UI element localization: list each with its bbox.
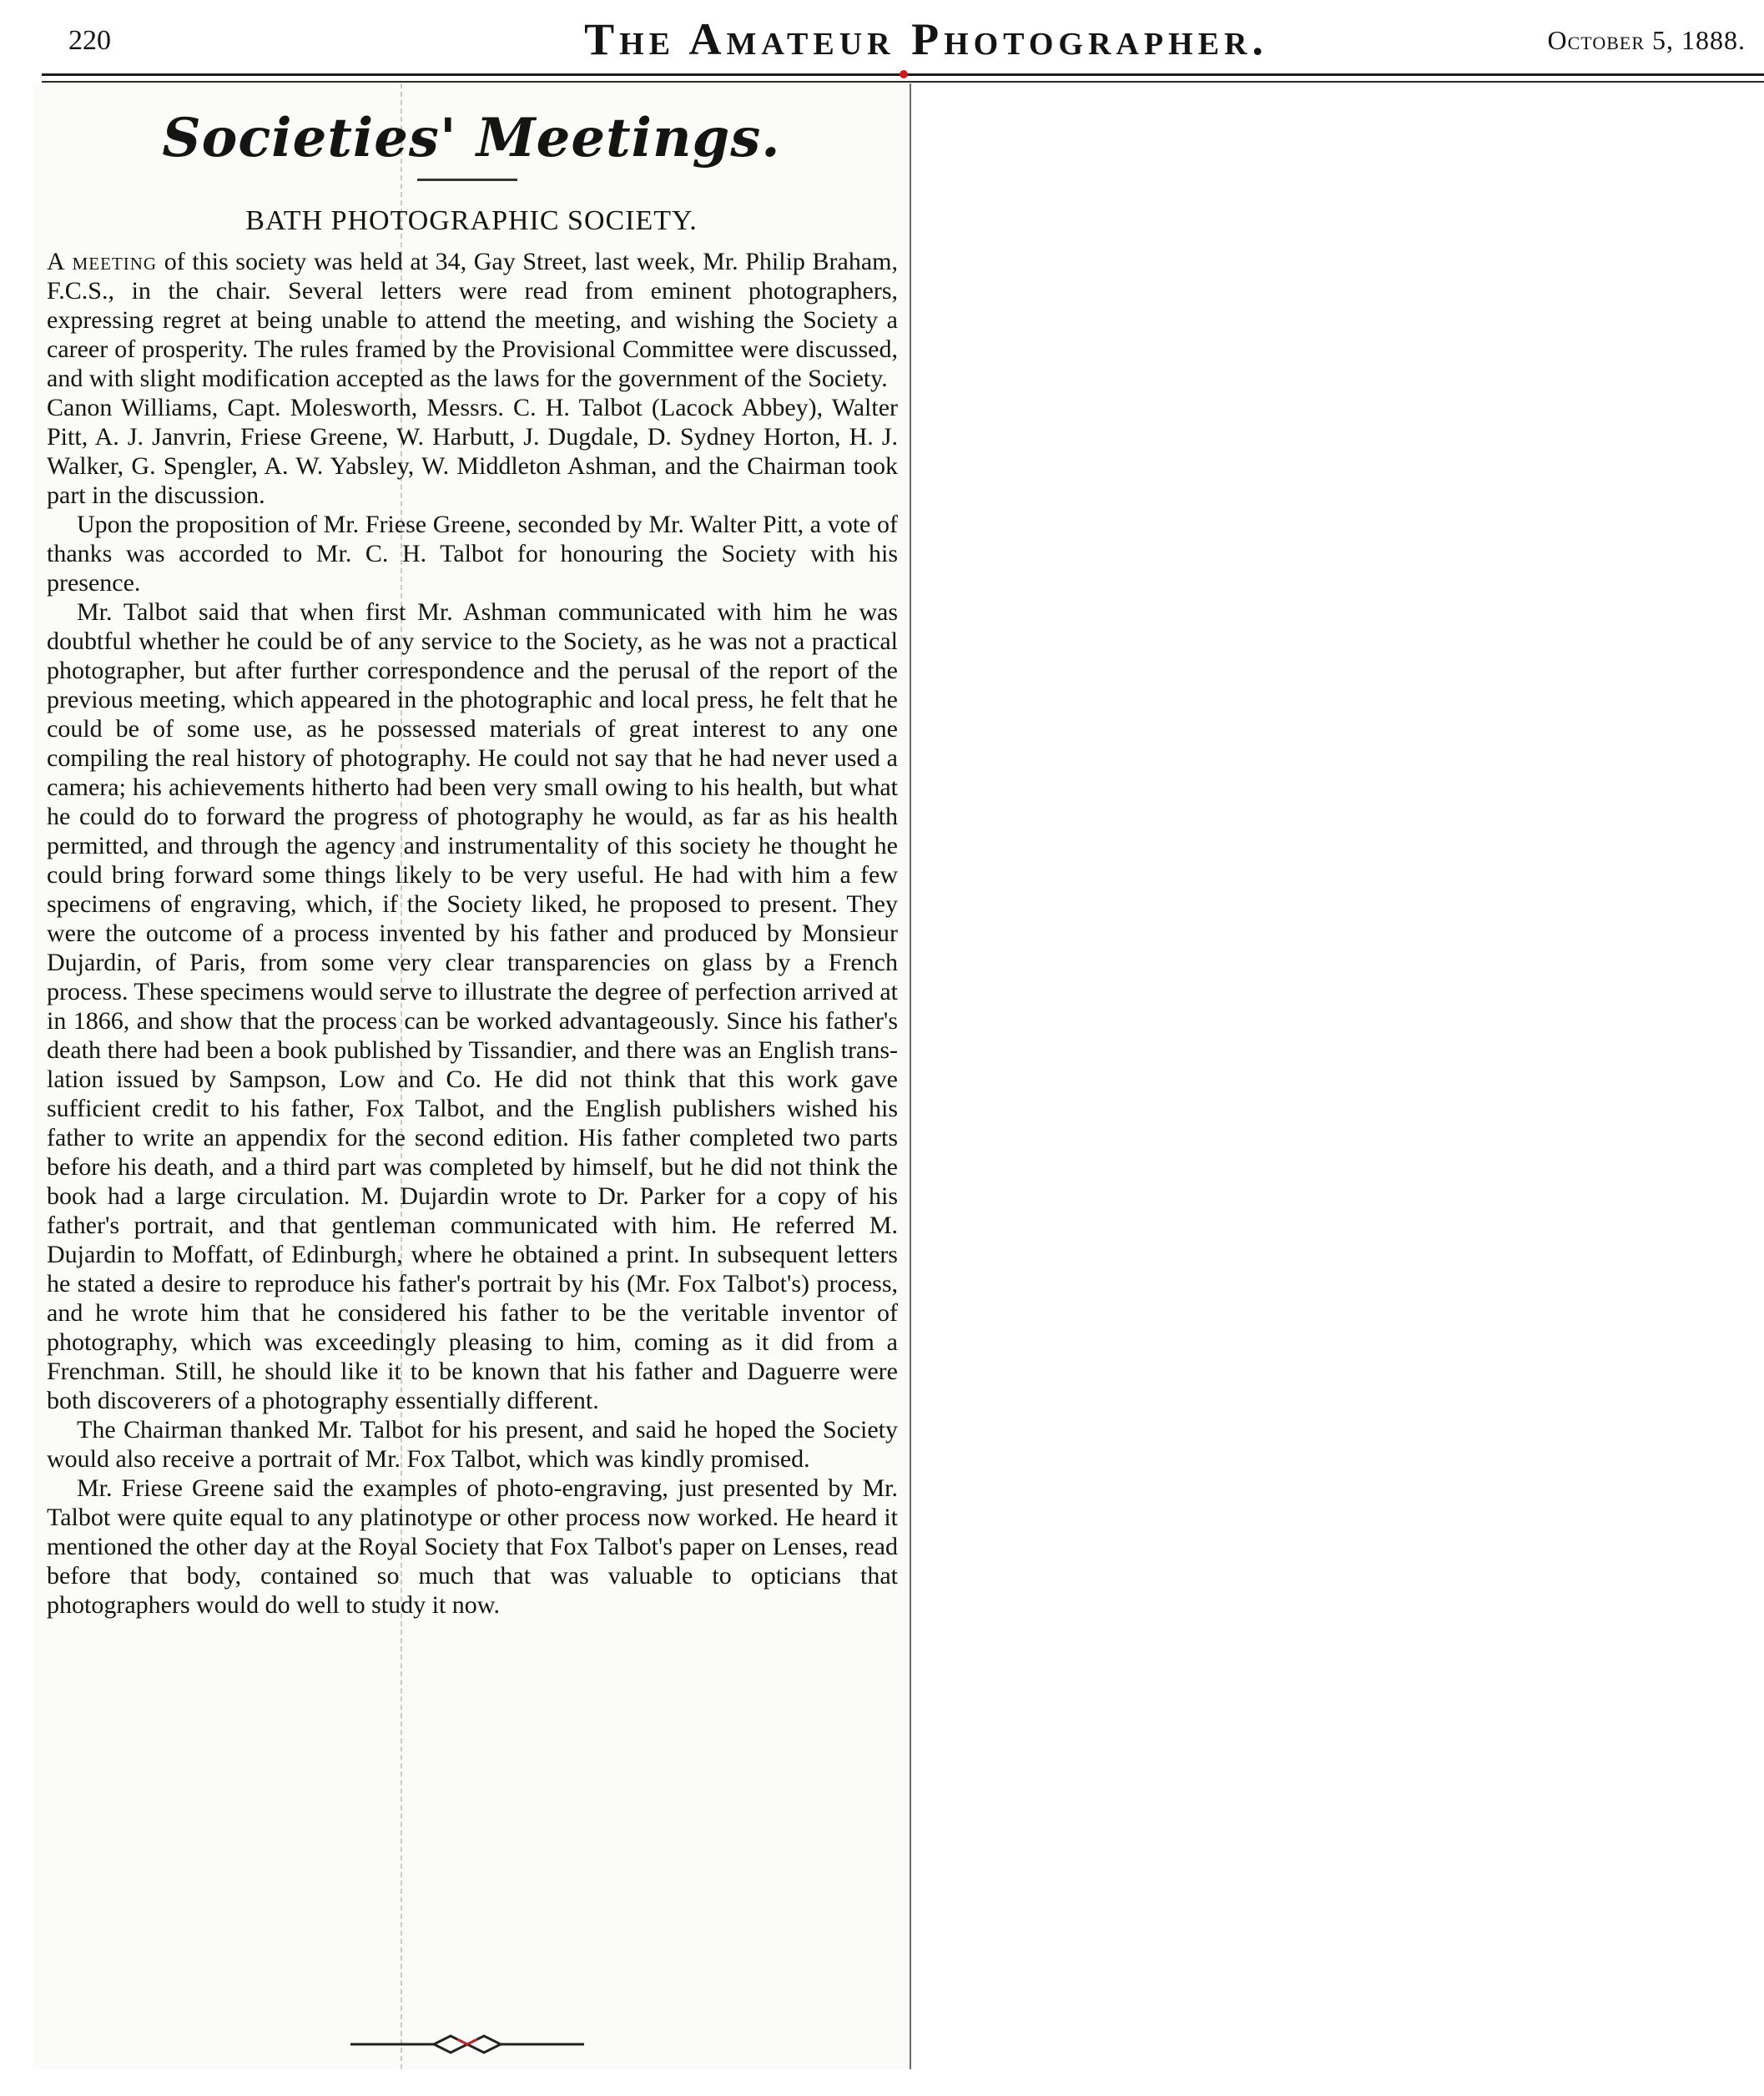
paragraph-3: Upon the proposition of Mr. Friese Greene, seconded by Mr. Walter Pitt, a vote of thanks was accorded to Mr. C. H. Talbot for honouring the Society with his presence. — [47, 511, 898, 597]
paragraph-6: Mr. Friese Greene said the examples of photo-engraving, just presented by Mr. Talbot were quite equal to any platinotype or other process now worked. He heard it mentioned the other day at the Royal Society that Fox Talbot's paper on Lenses, read before that body, contained so much that was valuable to opticians that photographers would do well to study it now. — [47, 1474, 898, 1619]
title-divider — [417, 179, 517, 181]
page-number: 220 — [68, 25, 111, 56]
article-title: BATH PHOTOGRAPHIC SOCIETY. — [245, 205, 698, 236]
paragraph-5: The Chairman thanked Mr. Talbot for his present, and said he hoped the Society would also receive a portrait of Mr. Fox Talbot, which was kindly promised. — [47, 1416, 898, 1473]
page-header — [0, 0, 1764, 88]
paragraph-1-text: of this society was held at 34, Gay Street, last week, Mr. Philip Braham, F.C.S., in the chair. Several letters were read from eminent photographers, expressing regret at being unable to attend the meeting, and wishing the Society a career of prosperity. The rules framed by the Provisional Committee were discussed, and with slight modification accepted as the laws for the government of the Society. — [47, 248, 898, 392]
paragraph-1 — [47, 247, 898, 393]
newspaper-clipping — [33, 83, 911, 2069]
header-rule-secondary — [42, 81, 1764, 83]
paragraph-4: Mr. Talbot said that when first Mr. Ashman communicated with him he was doubtful whether he could be of any service to the Society, as he was not a practical photographer, but after further correspondence and the perusal of the report of the previous meeting, which appeared in the photographic and local press, he felt that he could be of some use, as he possessed materials of great interest to any one compiling the real history of photography. He could not say that he had never used a camera; his achievements hitherto had been very small owing to his health, but what he could do to forward the progress of photography he would, as far as his health permitted, and through the agency and instrumentality of this society he thought he could bring forward some things likely to be very useful. He had with him a few specimens of engraving, which, if the Society liked, he proposed to present. They were the outcome of a process invented by his father and produced by Monsieur Dujardin, of Paris, from some very clear transparencies on glass by a French process. These specimens would serve to illustrate the degree of perfection arrived at in 1866, and show that the process can be worked advantageously. Since his father's death there had been a book published by Tissandier, and there was an English translation issued by Sampson, Low and Co. He did not think that this work gave sufficient credit to his father, Fox Talbot, and the English publishers wished his father to write an appendix for the second edition. His father completed two parts before his death, and a third part was completed by himself, but he did not think the book had a large circulation. M. Dujardin wrote to Dr. Parker for a copy of his father's portrait, and that gentleman communicated with him. He referred M. Dujardin to Moffatt, of Edinburgh, where he obtained a print. In subsequent letters he stated a desire to reproduce his father's portrait by his (Mr. Fox Talbot's) process, and he wrote him that he considered his father to be the veritable inventor of photography, which was exceedingly pleasing to him, coming as it did from a Frenchman. Still, he should like it to be known that his father and Daguerre were both discoverers of a photography essentially different. — [47, 598, 898, 1414]
end-flourish-ornament — [342, 2033, 592, 2056]
section-title: Societies' Meetings. — [162, 107, 781, 169]
issue-date: October 5, 1888. — [1547, 25, 1746, 55]
red-ink-mark — [900, 70, 908, 78]
masthead-title: The Amateur Photographer. — [584, 14, 1268, 64]
paragraph-2: Canon Williams, Capt. Molesworth, Messrs. C. H. Talbot (Lacock Abbey), Walter Pitt, A. J. Janvrin, Friese Greene, W. Harbutt, J. Dugdale, D. Sydney Horton, H. J. Walker, G. Spengler, A. W. Yabsley, W. Middleton Ashman, and the Chairman took part in the discussion. — [47, 394, 898, 509]
article-body — [47, 247, 898, 1620]
lead-small-caps: A meeting — [47, 248, 158, 275]
